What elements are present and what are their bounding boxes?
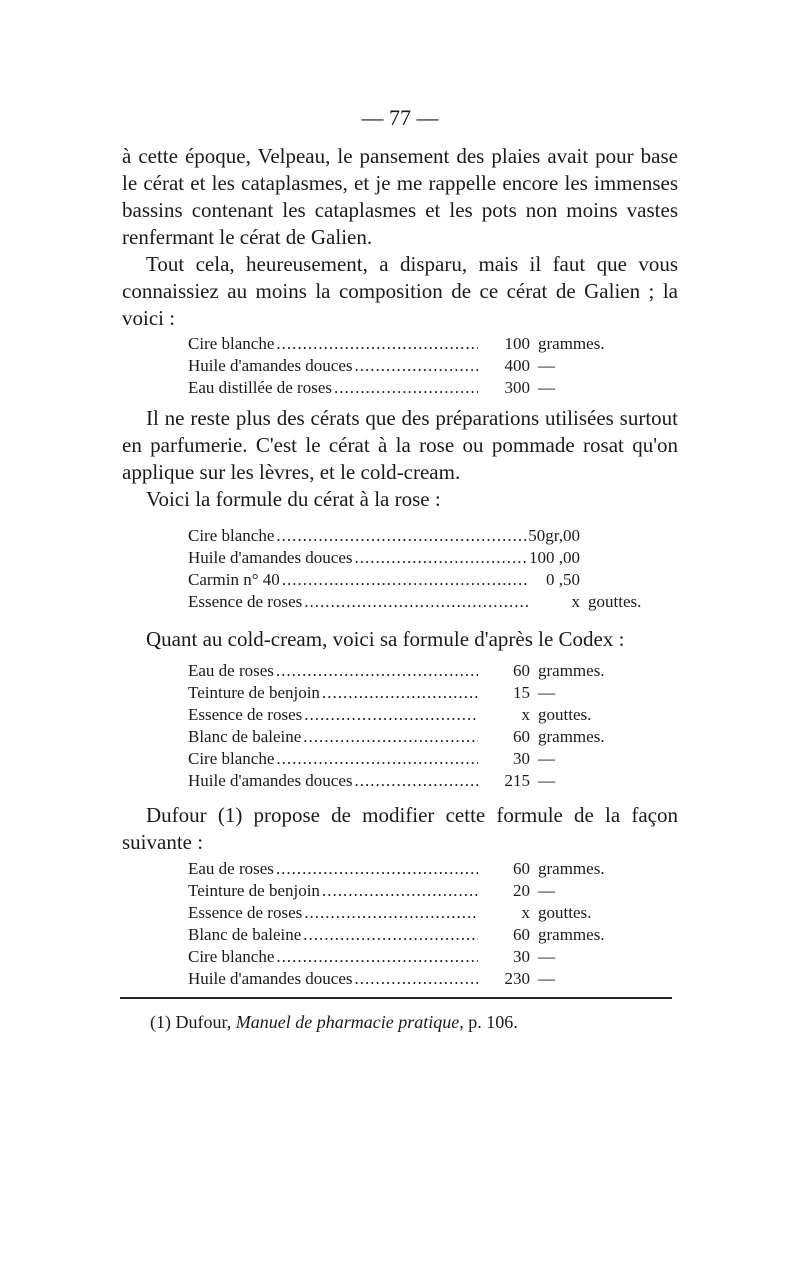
ingredient-cell (188, 591, 528, 613)
galien-row (188, 333, 605, 355)
ingredient-cell (188, 569, 528, 591)
ingredient-name: Eau de roses (188, 859, 274, 878)
dot-leader (355, 355, 478, 377)
ingredient-cell (188, 660, 478, 682)
ingredient-name: Huile d'amandes douces (188, 548, 353, 567)
footnote-page: p. 106. (468, 1012, 518, 1032)
paragraph-dufour: Dufour (1) propose de modifier cette formule de la façon suivante : (122, 803, 678, 854)
unit: — (538, 947, 555, 966)
quantity: x (521, 705, 530, 724)
ingredient-cell (188, 525, 528, 547)
quantity: 30 (513, 749, 530, 768)
ingredient-cell (188, 704, 478, 726)
ingredient-cell (188, 547, 528, 569)
unit: — (538, 356, 555, 375)
ingredient-cell (188, 902, 478, 924)
ingredient-cell (188, 968, 478, 990)
quantity: 60 (513, 925, 530, 944)
ingredient-name: Cire blanche (188, 334, 275, 353)
footnote-rule (120, 997, 672, 999)
unit: gouttes. (538, 903, 592, 922)
dufour-row (188, 858, 605, 880)
codex-row (188, 748, 605, 770)
ingredient-name: Eau distillée de roses (188, 378, 332, 397)
codex-row (188, 726, 605, 748)
quantity: 400 (504, 356, 530, 375)
dot-leader (276, 333, 478, 355)
ingredient-cell (188, 858, 478, 880)
dot-leader (322, 682, 478, 704)
ingredient-name: Huile d'amandes douces (188, 356, 353, 375)
ingredient-cell (188, 726, 478, 748)
dot-leader (276, 525, 528, 547)
ingredient-name: Teinture de benjoin (188, 881, 320, 900)
ingredient-cell (188, 355, 478, 377)
dot-leader (276, 748, 478, 770)
quantity: 60 (513, 727, 530, 746)
ingredient-name: Teinture de benjoin (188, 683, 320, 702)
quantity: 230 (504, 969, 530, 988)
dot-leader (334, 377, 478, 399)
galien-row (188, 355, 605, 377)
ingredient-name: Cire blanche (188, 526, 275, 545)
quantity: 60 (513, 859, 530, 878)
recipe-cold-cream-codex (188, 660, 605, 792)
dot-leader (304, 902, 478, 924)
dufour-row (188, 902, 605, 924)
ingredient-name: Essence de roses (188, 903, 303, 922)
unit: — (538, 378, 555, 397)
footnote (150, 1012, 518, 1033)
rose-row (188, 547, 641, 569)
quantity: 100 ,00 (529, 548, 580, 567)
ingredient-name: Cire blanche (188, 749, 275, 768)
ingredient-cell (188, 377, 478, 399)
ingredient-name: Blanc de baleine (188, 727, 302, 746)
unit: gouttes. (538, 705, 592, 724)
unit: grammes. (538, 925, 605, 944)
unit: — (538, 749, 555, 768)
ingredient-cell (188, 770, 478, 792)
unit: grammes. (538, 334, 605, 353)
dot-leader (355, 547, 528, 569)
footnote-marker: (1) (150, 1012, 171, 1032)
paragraph-cerats-parfumerie: Il ne reste plus des cérats que des préparations utilisées surtout en parfumerie. C'est le cérat à la rose ou pommade rosat qu'on applique sur les lèvres, et le cold-cream. (122, 406, 678, 484)
codex-row (188, 770, 605, 792)
ingredient-name: Essence de roses (188, 592, 303, 611)
ingredient-cell (188, 880, 478, 902)
quantity: x (571, 592, 580, 611)
quantity: 0 ,50 (546, 570, 580, 589)
ingredient-name: Huile d'amandes douces (188, 771, 353, 790)
ingredient-name: Cire blanche (188, 947, 275, 966)
dot-leader (304, 591, 528, 613)
quantity: x (521, 903, 530, 922)
unit: grammes. (538, 859, 605, 878)
ingredient-name: Huile d'amandes douces (188, 969, 353, 988)
footnote-title: Manuel de pharmacie pratique, (235, 1012, 464, 1032)
paragraph-velpeau: à cette époque, Velpeau, le pansement des plaies avait pour base le cérat et les cataplasmes, et je me rappelle encore les immenses bassins contenant les cataplasmes et les pots non moins vastes renfermant le cérat de Galien. (122, 144, 678, 249)
quantity: 30 (513, 947, 530, 966)
quantity: 15 (513, 683, 530, 702)
codex-row (188, 704, 605, 726)
dufour-row (188, 924, 605, 946)
galien-row (188, 377, 605, 399)
footnote-author: Dufour, (175, 1012, 232, 1032)
quantity: 215 (504, 771, 530, 790)
dot-leader (282, 569, 528, 591)
recipe-cerat-rose (188, 525, 641, 613)
ingredient-cell (188, 946, 478, 968)
rose-row (188, 569, 641, 591)
unit: — (538, 683, 555, 702)
ingredient-name: Blanc de baleine (188, 925, 302, 944)
page-number: — 77 — (361, 105, 439, 130)
quantity: 50gr,00 (528, 526, 580, 545)
paragraph-cold-cream-codex: Quant au cold-cream, voici sa formule d'après le Codex : (146, 627, 625, 651)
rose-row (188, 525, 641, 547)
quantity: 300 (504, 378, 530, 397)
dot-leader (303, 924, 478, 946)
dot-leader (304, 704, 478, 726)
paragraph-rose-intro: Voici la formule du cérat à la rose : (146, 487, 441, 511)
unit: gouttes. (588, 592, 642, 611)
ingredient-cell (188, 748, 478, 770)
ingredient-name: Essence de roses (188, 705, 303, 724)
ingredient-cell (188, 682, 478, 704)
unit: grammes. (538, 727, 605, 746)
dot-leader (276, 660, 478, 682)
codex-row (188, 682, 605, 704)
ingredient-name: Carmin n° 40 (188, 570, 280, 589)
codex-row (188, 660, 605, 682)
unit: grammes. (538, 661, 605, 680)
quantity: 20 (513, 881, 530, 900)
dot-leader (355, 770, 478, 792)
dot-leader (276, 858, 478, 880)
paragraph-galien-intro: Tout cela, heureusement, a disparu, mais il faut que vous connaissiez au moins la composition de ce cérat de Galien ; la voici : (122, 252, 678, 330)
unit: — (538, 969, 555, 988)
dufour-row (188, 880, 605, 902)
ingredient-cell (188, 333, 478, 355)
dot-leader (276, 946, 478, 968)
dot-leader (303, 726, 478, 748)
unit: — (538, 771, 555, 790)
ingredient-name: Eau de roses (188, 661, 274, 680)
rose-row (188, 591, 641, 613)
dufour-row (188, 946, 605, 968)
dufour-row (188, 968, 605, 990)
dot-leader (322, 880, 478, 902)
recipe-cold-cream-dufour (188, 858, 605, 990)
quantity: 60 (513, 661, 530, 680)
unit: — (538, 881, 555, 900)
recipe-cerat-galien (188, 333, 605, 399)
quantity: 100 (504, 334, 530, 353)
ingredient-cell (188, 924, 478, 946)
dot-leader (355, 968, 478, 990)
